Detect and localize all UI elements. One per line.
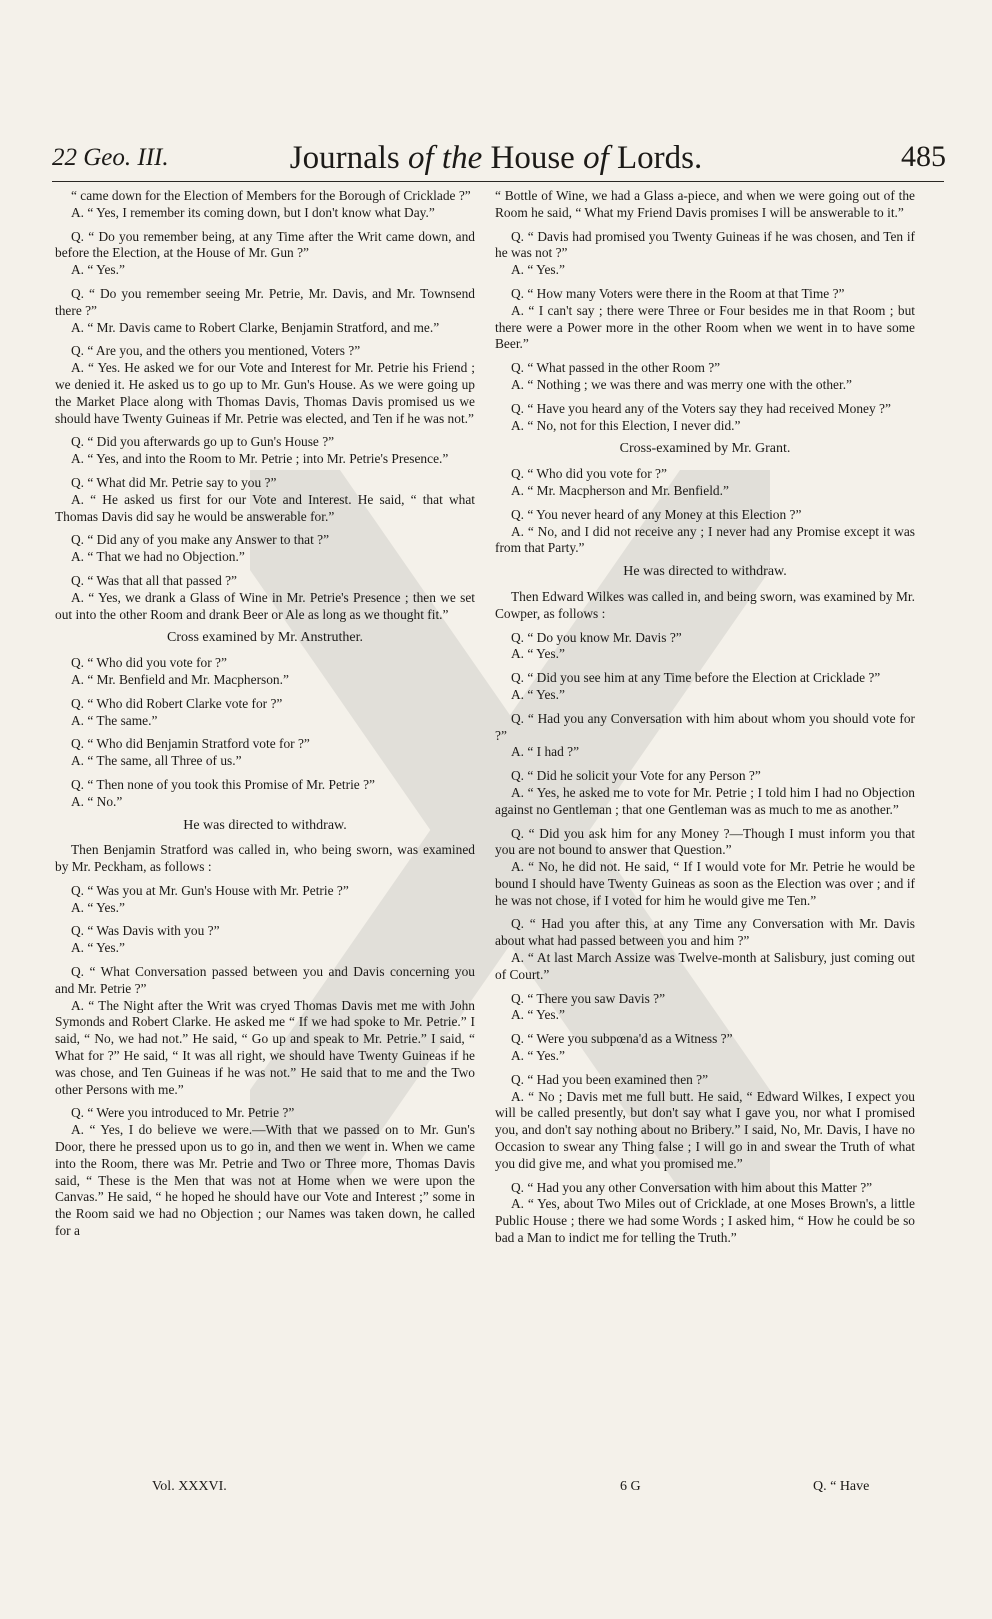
question-line: Q. “ Who did Robert Clarke vote for ?” <box>71 695 283 711</box>
question-line: Q. “ Davis had promised you Twenty Guineas if he was chosen, and Ten if he was not ?” <box>495 228 915 261</box>
title-word: House <box>490 140 575 176</box>
header-rule <box>52 181 944 182</box>
page-number: 485 <box>901 140 946 173</box>
answer-line: A. “ Yes.” <box>511 686 565 702</box>
section-heading: Cross-examined by Mr. Grant. <box>619 441 791 457</box>
signature-mark: 6 G <box>620 1479 641 1494</box>
question-line: Q. “ You never heard of any Money at this Election ?” <box>511 506 802 522</box>
answer-line: A. “ Nothing ; we was there and was merry one with the other.” <box>511 376 852 392</box>
narrative-paragraph: Then Edward Wilkes was called in, and being sworn, was examined by Mr. Cowper, as follows : <box>495 588 915 621</box>
question-line: Q. “ Do you remember seeing Mr. Petrie, Mr. Davis, and Mr. Townsend there ?” <box>55 285 475 318</box>
answer-line: A. “ Mr. Davis came to Robert Clarke, Benjamin Stratford, and me.” <box>71 319 440 335</box>
answer-line: A. “ Yes, about Two Miles out of Cricklade, at one Moses Brown's, a little Public House ; there we had some Words ; I asked him, “ How he could be so bad a Man to indict me for telling the Truth.” <box>495 1196 915 1246</box>
left-column <box>55 188 475 1247</box>
answer-line: A. “ No, and I did not receive any ; I never had any Promise except it was from that Party.” <box>495 523 915 556</box>
answer-line: A. “ Yes.” <box>71 262 125 278</box>
question-line: Q. “ Who did you vote for ?” <box>71 655 227 671</box>
answer-line: A. “ The Night after the Writ was cryed Thomas Davis met me with John Symonds and Robert Clarke. He asked me “ If we had spoke to Mr. Petrie.” I said, “ No, we had not.” He said, “ Go up and speak to Mr. Petrie.” I said, “ What for ?” He said, “ It was all right, we should have Twenty Guineas if he was chose, and Ten Guineas if he was not.” He said that to me and the Two other Persons with me.” <box>55 997 475 1097</box>
question-line: “ came down for the Election of Members for the Borough of Cricklade ?” <box>71 188 471 203</box>
question-line: Q. “ What passed in the other Room ?” <box>511 360 721 376</box>
answer-line: A. “ Yes, I remember its coming down, but I don't know what Day.” <box>71 204 435 220</box>
question-line: Q. “ There you saw Davis ?” <box>511 990 666 1006</box>
answer-line: A. “ Yes.” <box>71 940 125 956</box>
section-heading: Cross examined by Mr. Anstruther. <box>167 630 363 646</box>
answer-line: A. “ Yes.” <box>511 262 565 278</box>
volume-label: Vol. XXXVI. <box>152 1479 227 1494</box>
section-heading: He was directed to withdraw. <box>623 564 787 580</box>
page-header <box>40 140 952 176</box>
question-line: Q. “ Did any of you make any Answer to that ?” <box>71 532 330 548</box>
answer-line: A. “ Yes, he asked me to vote for Mr. Petrie ; I told him I had no Objection against no Gentleman ; that one Gentleman was as much to me as another.” <box>495 784 915 817</box>
title-word: Journals <box>289 140 400 176</box>
question-line: Q. “ Was that all that passed ?” <box>71 572 238 588</box>
question-line: Q. “ Then none of you took this Promise of Mr. Petrie ?” <box>71 776 375 792</box>
question-line: Q. “ Had you any other Conversation with him about this Matter ?” <box>511 1179 873 1195</box>
question-line: Q. “ Who did you vote for ?” <box>511 466 667 482</box>
title-word: Lords. <box>617 140 703 176</box>
question-line: Q. “ Had you any Conversation with him about whom you should vote for ?” <box>495 710 915 743</box>
answer-line: A. “ At last March Assize was Twelve-month at Salisbury, just coming out of Court.” <box>495 950 915 982</box>
title-word: of <box>408 140 434 176</box>
question-line: Q. “ Was Davis with you ?” <box>71 923 220 939</box>
question-line: Q. “ Have you heard any of the Voters say they had received Money ?” <box>511 400 891 416</box>
answer-line: A. “ I can't say ; there were Three or Four besides me in that Room ; but there were a Power more in the other Room when we went in to have some Beer.” <box>495 302 915 352</box>
question-line: Q. “ Were you subpœna'd as a Witness ?” <box>511 1031 733 1047</box>
answer-line: A. “ No ; Davis met me full butt. He said, “ Edward Wilkes, I expect you will be called presently, but don't say what I gave you, nor what I promised you, and don't say nothing about no Bribery.” I said, No, Mr. Davis, I have no Occasion to swear any Thing false ; I will go in and swear the Truth of what you did give me, and what you promised me.” <box>495 1088 915 1171</box>
title-word: the <box>441 140 483 176</box>
section-heading: He was directed to withdraw. <box>183 817 347 833</box>
answer-line: A. “ Yes. He asked we for our Vote and Interest for Mr. Petrie his Friend ; we denied it. He asked us to go up to Mr. Gun's House. As we were going up the Market Place along with Thomas Davis, Thomas Davis promised us we should have Twenty Guineas if Mr. Petrie was elected, and Ten if he was not.” <box>55 360 475 426</box>
catchword: Q. “ Have <box>813 1479 870 1494</box>
right-column <box>495 188 915 1254</box>
title-word: of <box>583 140 609 176</box>
question-line: Q. “ Was you at Mr. Gun's House with Mr. Petrie ?” <box>71 882 349 898</box>
answer-line: A. “ The same, all Three of us.” <box>71 753 242 769</box>
answer-line: A. “ That we had no Objection.” <box>71 549 245 565</box>
answer-line: A. “ Yes, I do believe we were.—With that we passed on to Mr. Gun's Door, there he pressed upon us to go in, and then we went in. When we came into the Room, there was Mr. Petrie and Two or Three more, Thomas Davis said, “ These is the Men that was not at Home when we were upon the Canvas.” He said, “ he hoped he should have our Vote and Interest ;” some in the Room said we had no Objection ; our Names was taken down, he called for a <box>55 1122 475 1239</box>
question-line: Q. “ Are you, and the others you mentioned, Voters ?” <box>71 343 361 359</box>
answer-line: A. “ No, he did not. He said, “ If I would vote for Mr. Petrie he would be bound I should have Twenty Guineas as soon as the Election was over ; and if he was not chose, if I voted for him he would give me Ten.” <box>495 859 915 908</box>
journal-title <box>40 140 952 177</box>
question-line: Q. “ Had you been examined then ?” <box>511 1071 709 1087</box>
answer-line: A. “ Yes, we drank a Glass of Wine in Mr. Petrie's Presence ; then we set out into the other Room and drank Beer or Ale as long as we thought fit.” <box>55 589 475 622</box>
answer-line: A. “ Yes.” <box>511 1048 565 1064</box>
answer-line: A. “ Yes.” <box>511 646 565 662</box>
narrative-paragraph: Then Benjamin Stratford was called in, who being sworn, was examined by Mr. Peckham, as follows : <box>55 842 475 875</box>
reign-label: 22 Geo. III. <box>52 144 169 171</box>
answer-line: A. “ No.” <box>71 793 123 809</box>
question-line: Q. “ Who did Benjamin Stratford vote for ?” <box>71 736 310 752</box>
answer-line: A. “ Mr. Benfield and Mr. Macpherson.” <box>71 671 289 687</box>
question-line: Q. “ Did you afterwards go up to Gun's House ?” <box>71 434 335 450</box>
answer-line: A. “ Mr. Macpherson and Mr. Benfield.” <box>511 482 729 498</box>
question-line: Q. “ How many Voters were there in the Room at that Time ?” <box>511 285 845 301</box>
answer-line: A. “ Yes, and into the Room to Mr. Petrie ; into Mr. Petrie's Presence.” <box>71 451 449 467</box>
answer-line: A. “ He asked us first for our Vote and Interest. He said, “ that what Thomas Davis did say he would be answerable for.” <box>55 491 475 524</box>
answer-line: A. “ I had ?” <box>511 744 580 760</box>
question-line: Q. “ Do you remember being, at any Time after the Writ came down, and before the Election, at the House of Mr. Gun ?” <box>55 228 475 261</box>
answer-line: A. “ Yes.” <box>71 899 125 915</box>
question-line: Q. “ Did you ask him for any Money ?—Though I must inform you that you are not bound to answer that Question.” <box>495 825 915 858</box>
question-line: Q. “ What did Mr. Petrie say to you ?” <box>71 474 277 490</box>
answer-line: A. “ No, not for this Election, I never did.” <box>511 417 741 433</box>
answer-line: A. “ The same.” <box>71 712 158 728</box>
question-line: Q. “ Had you after this, at any Time any Conversation with Mr. Davis about what had passed between you and him ?” <box>495 916 915 949</box>
question-line: Q. “ What Conversation passed between you and Davis concerning you and Mr. Petrie ?” <box>55 964 475 996</box>
question-line: Q. “ Did he solicit your Vote for any Person ?” <box>511 768 761 784</box>
continued-text: “ Bottle of Wine, we had a Glass a-piece, and when we were going out of the Room he said, “ What my Friend Davis promises I will be answerable to it.” <box>495 188 915 220</box>
question-line: Q. “ Do you know Mr. Davis ?” <box>511 629 682 645</box>
question-line: Q. “ Did you see him at any Time before the Election at Cricklade ?” <box>511 670 881 686</box>
answer-line: A. “ Yes.” <box>511 1007 565 1023</box>
question-line: Q. “ Were you introduced to Mr. Petrie ?” <box>71 1105 295 1121</box>
